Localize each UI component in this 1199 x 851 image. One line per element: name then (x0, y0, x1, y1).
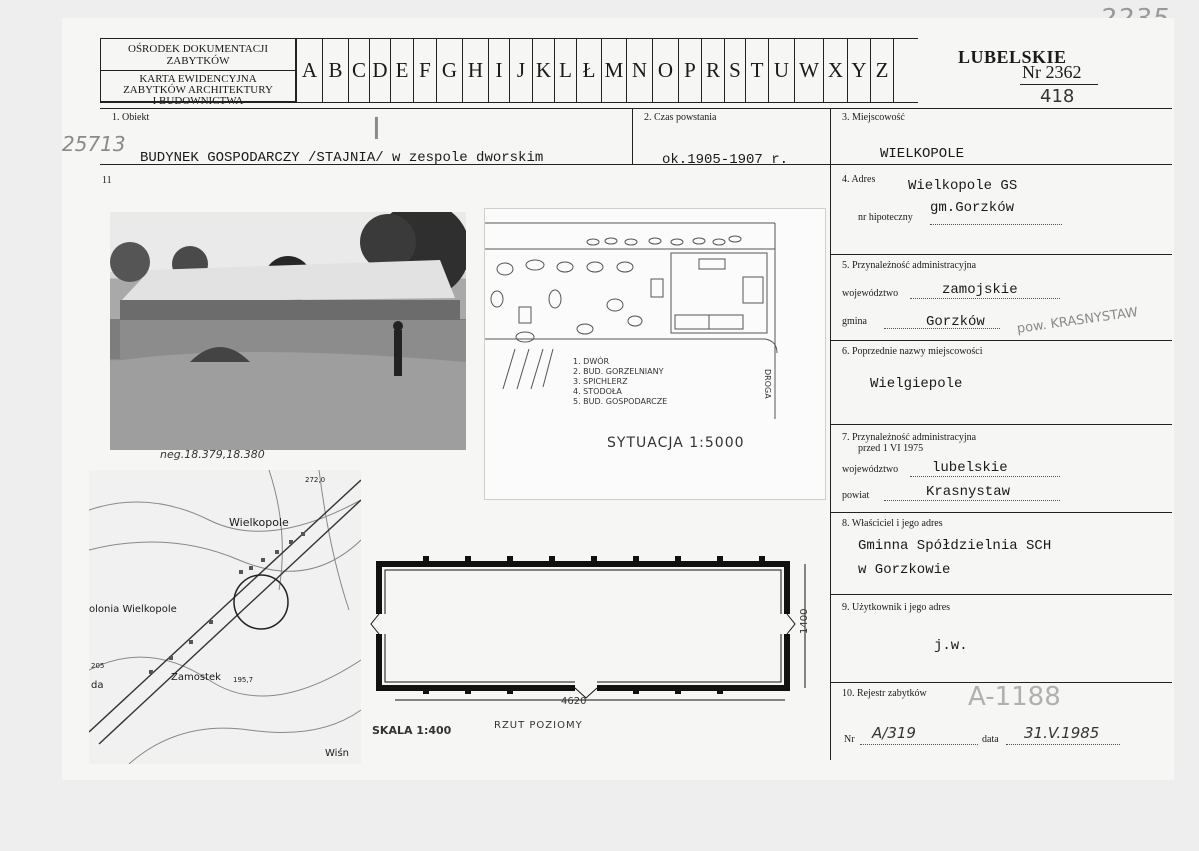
floor-plan (365, 552, 825, 732)
floor-plan-drawing (365, 552, 825, 732)
rejestr-nr-value: A/319 (872, 724, 916, 742)
site-legend-item-1: 1. DWÓR (573, 357, 610, 366)
miejscowosc-value: WIELKOPOLE (880, 146, 965, 162)
site-legend (573, 357, 667, 407)
rejestr-data-label: data (982, 734, 999, 745)
czas-label: 2. Czas powstania (644, 112, 717, 123)
card-number-handwritten: 418 (1040, 86, 1075, 107)
card-title-line-2: ZABYTKÓW ARCHITEKTURY (123, 84, 273, 96)
przynaleznosc1975-label-1: 7. Przynależność administracyjna (842, 432, 977, 443)
site-plan (484, 208, 826, 500)
alphabet-letter: I (489, 38, 510, 102)
institution-line-2: ZABYTKÓW (166, 55, 230, 67)
rejestr-nr-label: Nr (844, 734, 855, 745)
building-photograph (110, 212, 466, 450)
site-legend-item-4: 4. STODOŁA (573, 387, 622, 396)
voivodeship-title: LUBELSKIE (958, 47, 1067, 67)
alphabet-index (296, 38, 894, 102)
map-label-elevation-mid: 195,7 (233, 676, 254, 684)
topographic-map (89, 470, 361, 764)
topographic-map-drawing (89, 470, 361, 764)
wlasciciel-line-2: w Gorzkowie (858, 562, 951, 578)
obiekt-pencil-mark: I (372, 112, 381, 147)
photo-negative-caption: neg.18.379,18.380 (160, 448, 265, 461)
map-label-elevation-top: 272,0 (305, 476, 326, 484)
photo-scene (110, 212, 466, 450)
map-label-da: da (91, 680, 104, 691)
alphabet-letter: A (297, 38, 323, 102)
card-title-line-1: KARTA EWIDENCYJNA (139, 73, 257, 85)
site-legend-item-2: 2. BUD. GORZELNIANY (573, 367, 664, 376)
przynaleznosc1975-label-2: przed 1 VI 1975 (858, 443, 924, 454)
site-legend-item-5: 5. BUD. GOSPODARCZE (573, 397, 668, 406)
site-road-label: DROGA (763, 369, 772, 399)
adres-line-1: Wielkopole GS (908, 178, 1018, 194)
wojewodztwo-value: zamojskie (942, 282, 1018, 298)
alphabet-letter: T (746, 38, 769, 102)
alphabet-letter: O (653, 38, 679, 102)
gmina-value: Gorzków (926, 314, 985, 330)
wlasciciel-line-1: Gminna Spółdzielnia SCH (858, 538, 1052, 554)
section-11-label: 11 (102, 175, 112, 186)
plan-title-label: RZUT POZIOMY (494, 720, 583, 731)
alphabet-letter: R (702, 38, 725, 102)
gmina-pencil-note: pow. KRASNYSTAW (1016, 305, 1139, 337)
card-number-value: 2362 (1045, 62, 1082, 82)
alphabet-letter: Y (848, 38, 871, 102)
alphabet-letter: C (349, 38, 370, 102)
alphabet-letter: Ł (577, 38, 602, 102)
poprzednie-value: Wielgiepole (870, 376, 963, 392)
alphabet-letter: L (555, 38, 577, 102)
alphabet-letter: S (725, 38, 746, 102)
obiekt-label: 1. Obiekt (112, 112, 150, 123)
site-legend-item-3: 3. SPICHLERZ (573, 377, 628, 386)
map-label-wielkopole: Wielkopole (229, 516, 289, 529)
map-label-wisn: Wiśn (325, 748, 349, 759)
gmina-label: gmina (842, 316, 867, 327)
wojewodztwo-label: województwo (842, 288, 899, 299)
rejestr-pencil-number: A-1188 (968, 682, 1061, 712)
alphabet-letter: P (679, 38, 702, 102)
map-label-zamostek: Zamostek (171, 672, 221, 683)
plan-depth-dimension: 1400 (799, 608, 810, 634)
przynaleznosc-label: 5. Przynależność administracyjna (842, 260, 977, 271)
poprzednie-label: 6. Poprzednie nazwy miejscowości (842, 346, 983, 357)
powiat-value: Krasnystaw (926, 484, 1011, 500)
alphabet-letter: U (769, 38, 795, 102)
card-title-line-3: I BUDOWNICTWA (152, 95, 244, 107)
miejscowosc-label: 3. Miejscowość (842, 112, 905, 123)
header-institution-box (100, 38, 296, 107)
alphabet-letter: Z (871, 38, 894, 102)
plan-width-dimension: 4620 (561, 696, 587, 707)
rejestr-data-value: 31.V.1985 (1024, 724, 1100, 742)
alphabet-letter: N (627, 38, 653, 102)
map-label-kolonia: olonia Wielkopole (89, 604, 177, 615)
alphabet-letter: X (824, 38, 848, 102)
adres-line-2: gm.Gorzków (930, 200, 1015, 216)
alphabet-letter: K (533, 38, 555, 102)
woj1975-value: lubelskie (932, 460, 1008, 476)
nr-hipoteczny-label: nr hipoteczny (858, 212, 913, 223)
adres-label: 4. Adres (842, 174, 876, 185)
alphabet-letter: M (602, 38, 627, 102)
alphabet-letter: H (463, 38, 489, 102)
woj1975-label: województwo (842, 464, 899, 475)
plan-scale-label: SKALA 1:400 (372, 724, 452, 737)
alphabet-letter: J (510, 38, 533, 102)
alphabet-letter: D (370, 38, 391, 102)
uzytkownik-value: j.w. (934, 638, 968, 654)
obiekt-value: BUDYNEK GOSPODARCZY /STAJNIA/ w zespole dworskim (140, 150, 544, 166)
alphabet-letter: E (391, 38, 414, 102)
card-number (1022, 62, 1082, 83)
rejestr-label: 10. Rejestr zabytków (842, 688, 927, 699)
alphabet-letter: W (795, 38, 824, 102)
wlasciciel-label: 8. Właściciel i jego adres (842, 518, 943, 529)
powiat-label: powiat (842, 490, 870, 501)
alphabet-letter: F (414, 38, 437, 102)
map-label-elevation-left: 205 (91, 662, 105, 670)
alphabet-letter: G (437, 38, 463, 102)
site-plan-title: SYTUACJA 1:5000 (607, 435, 745, 451)
obiekt-pencil-number: 25713 (62, 132, 126, 156)
institution-line-1: OŚRODEK DOKUMENTACJI (128, 43, 268, 55)
site-plan-drawing (485, 209, 825, 499)
card-number-label: Nr (1022, 62, 1041, 82)
czas-value: ok.1905-1907 r. (662, 152, 789, 168)
alphabet-letter: B (323, 38, 349, 102)
uzytkownik-label: 9. Użytkownik i jego adres (842, 602, 951, 613)
